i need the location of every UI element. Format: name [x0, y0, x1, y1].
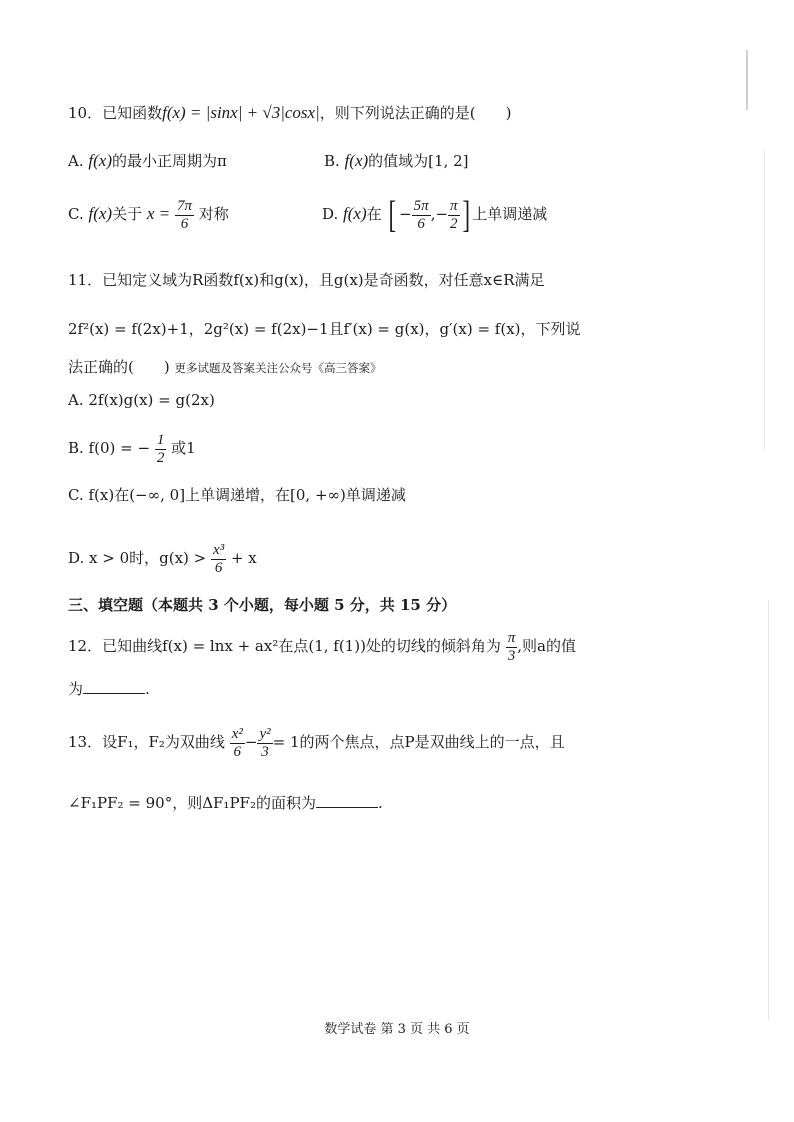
- q10-option-d-fraction2: [448, 198, 460, 232]
- q11-option-a: A. 2f(x)g(x) = g(2x): [68, 391, 215, 409]
- left-bracket: [: [388, 194, 397, 236]
- q11-option-c: C. f(x)在(−∞, 0]上单调递增，在[0, +∞)单调递减: [68, 486, 406, 504]
- frac-num: 7π: [176, 198, 192, 214]
- frac-den: 3: [261, 743, 269, 760]
- q10-option-c-math2: x =: [146, 204, 171, 223]
- q13-stem1: 13．设F₁，F₂为双曲线: [68, 733, 225, 751]
- q10-option-a: [68, 152, 227, 169]
- frac-den: 2: [450, 215, 458, 232]
- q12-answer-line: 为 .: [68, 680, 150, 698]
- right-bracket: ]: [462, 194, 470, 236]
- q10-option-a-math: f(x): [88, 151, 112, 170]
- q12-stem-text: 12．已知曲线f(x) = lnx + ax²在点(1, f(1))处的切线的倾斜角为: [68, 637, 501, 655]
- q13-stem2: = 1的两个焦点，点P是双曲线上的一点，且: [272, 733, 565, 751]
- q11-option-b-fraction: [155, 432, 167, 466]
- q10-stem: [68, 104, 511, 121]
- q10-stem-prefix: 10．已知函数: [68, 104, 163, 122]
- q10-option-d-fraction1: [412, 198, 431, 232]
- q10-option-b: [324, 152, 469, 169]
- frac-den: 6: [233, 743, 242, 760]
- frac-den: 6: [180, 215, 189, 232]
- q10-option-d: D. f(x)在 [ − $\frac{5\pi}{6}$ ,− $\frac{\pi}{2}$ ] 上单调递减: [322, 194, 548, 236]
- scan-mark: [764, 150, 765, 450]
- q10-option-c: [68, 198, 229, 232]
- q11-note: 更多试题及答案关注公众号《高三答案》: [174, 361, 382, 375]
- frac-den: 2: [156, 449, 165, 466]
- q12-tail: ,则a的值: [517, 637, 576, 655]
- frac-num: y²: [259, 726, 271, 742]
- q12-stem: [68, 630, 576, 664]
- q10-option-b-text: 的值域为[1, 2]: [368, 152, 469, 170]
- q11-option-d-suffix: + x: [230, 549, 257, 567]
- frac-num: x³: [213, 542, 225, 558]
- frac-num: π: [507, 630, 516, 646]
- q11-stem: 11．已知定义域为R函数f(x)和g(x)，且g(x)是奇函数，对任意x∈R满足: [68, 271, 545, 289]
- q13-cond-text: ∠F₁PF₂ = 90°，则ΔF₁PF₂的面积为: [68, 794, 316, 812]
- q13-stem: 13．设F₁，F₂为双曲线 $\frac{\text{x²}}{6}$ − $\frac{\text{y²}}{3}$ = 1的两个焦点，点P是双曲线上的一点，且: [68, 726, 565, 760]
- q11-option-d: [68, 542, 257, 576]
- q10-option-a-text: 的最小正周期为π: [111, 152, 227, 170]
- frac-den: 3: [507, 647, 516, 664]
- q13-fraction2: [257, 726, 272, 760]
- q13-fraction1: [230, 726, 245, 760]
- frac-num: π: [450, 198, 458, 214]
- q10-stem-suffix: ，则下列说法正确的是( ): [319, 104, 512, 122]
- frac-num: 5π: [413, 198, 429, 214]
- q10-function: f(x) = |sinx| + √3|cosx|: [162, 103, 320, 122]
- q11-conditions: 2f²(x) = f(2x)+1，2g²(x) = f(2x)−1且f′(x) = g(x)，g′(x) = f(x)，下列说: [68, 320, 581, 338]
- q11-option-b: [68, 432, 196, 466]
- q12-cont: 为: [68, 680, 84, 698]
- q10-option-d-text2: 上单调递减: [472, 205, 548, 223]
- page-footer: 数学试卷 第 3 页 共 6 页: [324, 1022, 470, 1037]
- q11-option-b-suffix: 或1: [171, 439, 196, 457]
- q10-option-c-text1: 关于: [112, 205, 143, 223]
- q10-option-b-math: f(x): [344, 151, 369, 170]
- q10-option-d-math: f(x): [343, 204, 367, 223]
- q10-option-c-fraction: [175, 198, 194, 232]
- q13-answer-blank[interactable]: [316, 794, 378, 808]
- frac-num: 1: [156, 432, 165, 448]
- q10-option-a-label: A.: [68, 152, 84, 170]
- q11-option-d-fraction: [211, 542, 226, 576]
- q10-option-c-math: f(x): [88, 204, 113, 223]
- q11-option-b-prefix: B. f(0) = −: [68, 439, 151, 457]
- q13-condition: ∠F₁PF₂ = 90°，则ΔF₁PF₂的面积为 .: [68, 794, 383, 812]
- section-heading: 三、填空题（本题共 3 个小题，每小题 5 分，共 15 分）: [68, 596, 457, 614]
- q10-option-c-label: C.: [68, 205, 84, 223]
- q10-option-d-label: D.: [322, 205, 339, 223]
- q11-cont-text: 法正确的( ): [68, 358, 170, 376]
- q12-answer-blank[interactable]: [83, 680, 145, 694]
- scan-mark: [746, 50, 748, 110]
- frac-num: x²: [231, 726, 243, 742]
- frac-den: 6: [417, 215, 425, 232]
- q11-continuation: [68, 360, 382, 375]
- q12-fraction: [506, 630, 518, 664]
- q10-option-c-text2: 对称: [198, 205, 229, 223]
- scan-mark: [768, 600, 769, 1020]
- q11-option-d-prefix: D. x > 0时，g(x) >: [68, 549, 207, 567]
- frac-den: 6: [214, 559, 223, 576]
- q10-option-d-text1: 在: [366, 205, 382, 223]
- q10-option-b-label: B.: [324, 152, 340, 170]
